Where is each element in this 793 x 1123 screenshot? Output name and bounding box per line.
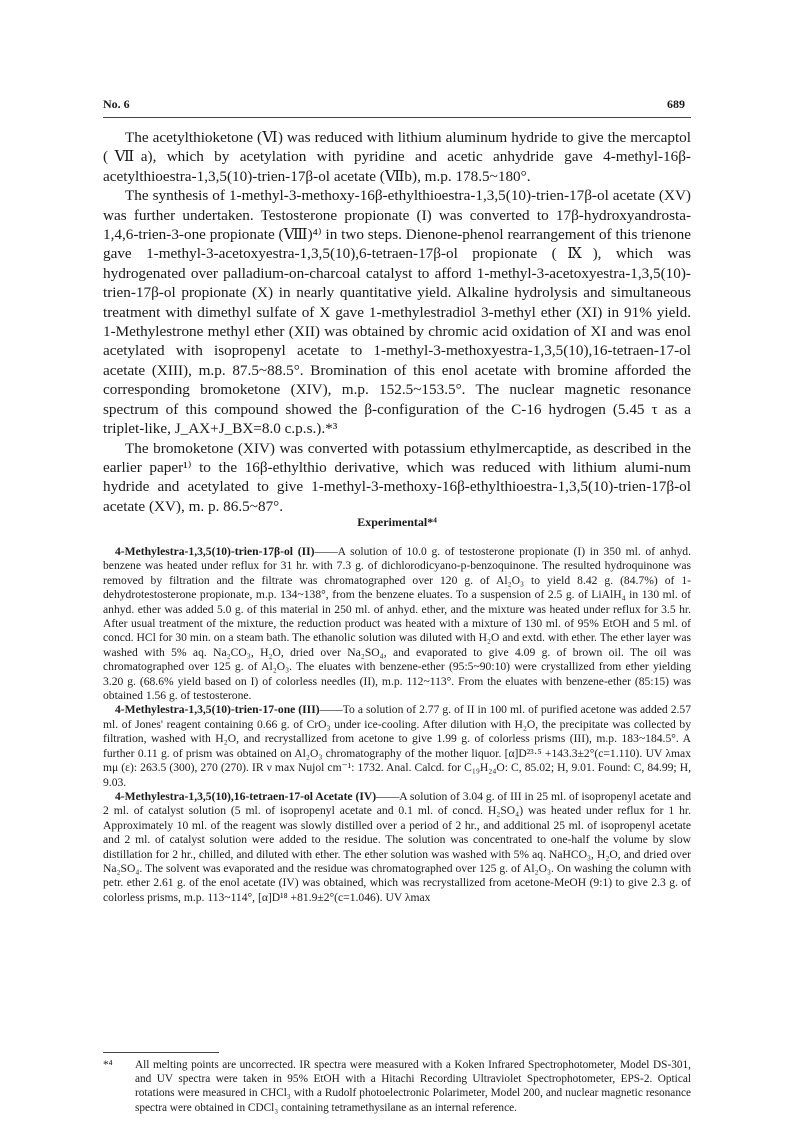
footnote-mark: *⁴ xyxy=(103,1059,113,1071)
issue-number: No. 6 xyxy=(103,97,130,111)
experimental-paragraph xyxy=(103,790,691,905)
paragraph-1: The acetylthioketone (Ⅵ) was reduced with lithium aluminum hydride to give the mercaptol (Ⅶa), which by acetylation with pyridine and acetic anhydride gave 4-methyl-16β-acetylthioestra-1,3,5(10)-trien-17β-ol acetate (Ⅶb), m.p. 178.5~180°. xyxy=(103,129,691,185)
header-rule xyxy=(103,117,691,118)
experimental-paragraph xyxy=(103,703,691,789)
experimental-heading: 4-Methylestra-1,3,5(10),16-tetraen-17-ol Acetate (IV) xyxy=(115,789,377,803)
body-text xyxy=(103,128,691,516)
experimental-text: ——A solution of 10.0 g. of testosterone propionate (I) in 350 ml. of anhyd. benzene was heated under reflux for 31 hr. with 7.3 g. of dichlorodicyano-p-benzoquinone. The resulted hydroquinone was removed by filtration and the filtrate was chromatographed over 120 g. of Al₂O₃ to yield 8.42 g. (84.7%) of 1-dehydrotestosterone propionate, m.p. 134~138°, from the benzene eluates. To a suspension of 2.5 g. of LiAlH₄ in 130 ml. of anhyd. ether was added 5.0 g. of this material in 250 ml. of anhyd. ether, and the mixture was heated under reflux for 3.5 hr. After usual treatment of the mixture, the reduction product was heated with a mixture of 130 ml. of 95% EtOH and 5 ml. of concd. HCl for 30 min. on a steam bath. The ethanolic solution was diluted with H₂O and extd. with ether. The ether layer was washed with 5% aq. Na₂CO₃, H₂O, dried over Na₂SO₄, and evaporated to give 4.09 g. of brown oil. The oil was chromatographed over 125 g. of Al₂O₃. The eluates with benzene-ether (95:5~90:10) were crystallized from ether yielding 3.20 g. (68.6% yield based on I) of colorless needles (II), m.p. 112~113°. From the eluates with benzene-ether (85:15) was obtained 1.56 g. of testosterone. xyxy=(103,545,691,703)
experimental-section xyxy=(103,545,691,905)
experimental-heading: 4-Methylestra-1,3,5(10)-trien-17-one (III) xyxy=(115,703,320,717)
experimental-text: ——To a solution of 2.77 g. of II in 100 ml. of purified acetone was added 2.57 ml. of Jones' reagent containing 0.66 g. of CrO₃ under ice-cooling. After dilution with H₂O, the precipitate was collected by filtration, washed with H₂O, and recrystallized from acetone to give 1.99 g. of colorless prisms (III), m.p. 183~184.5°. A further 0.11 g. of prism was obtained on Al₂O₃ chromatography of the mother liquor. [α]D²³·⁵ +143.3±2°(c=1.110). UV λmax mμ (ε): 263.5 (300), 270 (270). IR ν max Nujol cm⁻¹: 1732. Anal. Calcd. for C₁₉H₂₄O: C, 85.02; H, 9.01. Found: C, 84.99; H, 9.03. xyxy=(103,703,691,789)
footnote-text: All melting points are uncorrected. IR spectra were measured with a Koken Infrared Spectrophotometer, Model DS-301, and UV spectra were taken in 95% EtOH with a Hitachi Recording Ultraviolet Spectrophotometer, EPS-2. Optical rotations were measured in CHCl₃ with a Rudolf photoelectronic Polarimeter, Model 200, and nuclear magnetic resonance spectra were obtained in CDCl₃ containing tetramethysilane as an internal reference. xyxy=(135,1059,691,1114)
paragraph-2: The synthesis of 1-methyl-3-methoxy-16β-ethylthioestra-1,3,5(10)-trien-17β-ol acetate (XV) was further undertaken. Testosterone propionate (I) was converted to 17β-hydroxyandrosta-1,4,6-trien-3-one propionate (Ⅷ)⁴⁾ in two steps. Dienone-phenol rearrangement of this trienone gave 1-methyl-3-acetoxyestra-1,3,5(10),6-tetraen-17β-ol propionate (Ⅸ), which was hydrogenated over palladium-on-charcoal catalyst to afford 1-methyl-3-acetoxyestra-1,3,5(10)-trien-17β-ol propionate (X) in nearly quantitative yield. Alkaline hydrolysis and simultaneous treatment with dimethyl sulfate of X gave 1-methylestradiol 3-methyl ether (XI) in 91% yield. 1-Methylestrone methyl ether (XII) was obtained by chromic acid oxidation of XI and was enol acetylated with isopropenyl acetate to 1-methyl-3-methoxyestra-1,3,5(10),16-tetraen-17-ol acetate (XIII), m.p. 87.5~88.5°. Bromination of this enol acetate with bromine afforded the corresponding bromoketone (XIV), m.p. 152.5~153.5°. The nuclear magnetic resonance spectrum of this compound showed the β-configuration of the C-16 hydrogen (5.45 τ as a triplet-like, J_AX+J_BX=8.0 c.p.s.).*³ xyxy=(103,187,691,438)
section-title: Experimental*⁴ xyxy=(357,515,437,529)
experimental-text: ——A solution of 3.04 g. of III in 25 ml. of isopropenyl acetate and 2 ml. of catalyst solution (5 ml. of isopropenyl acetate and 0.1 ml. of concd. H₂SO₄) was heated under reflux for 1 hr. Approximately 10 ml. of the reagent was slowly distilled over a period of 2 hr., and additional 25 ml. of isopropenyl acetate and 2 ml. of catalyst solution were added to the residue. The solution was concentrated to one-half the volume by slow distillation for 2 hr., chilled, and diluted with ether. The ether solution was washed with 5% aq. NaHCO₃, H₂O, and dried over Na₂SO₄. The solvent was evaporated and the residue was chromatographed over 125 g. of Al₂O₃. On washing the column with petr. ether 2.61 g. of the enol acetate (IV) was obtained, which was recrystallized from acetone-MeOH (9:1) to give 2.3 g. of colorless prisms, m.p. 113~114°, [α]D¹⁸ +81.9±2°(c=1.046). UV λmax xyxy=(103,789,691,904)
footnote xyxy=(103,1058,691,1115)
paragraph-3: The bromoketone (XIV) was converted with potassium ethylmercaptide, as described in the earlier paper¹⁾ to the 16β-ethylthio derivative, which was reduced with lithium alumi-num hydride and acetylated to give 1-methyl-3-methoxy-16β-ethylthioestra-1,3,5(10)-trien-17β-ol acetate (XV), m. p. 86.5~87°. xyxy=(103,439,691,515)
footnote-rule xyxy=(103,1052,219,1053)
experimental-heading: 4-Methylestra-1,3,5(10)-trien-17β-ol (II) xyxy=(115,545,315,558)
experimental-paragraph xyxy=(103,545,691,703)
page-number: 689 xyxy=(667,97,685,111)
